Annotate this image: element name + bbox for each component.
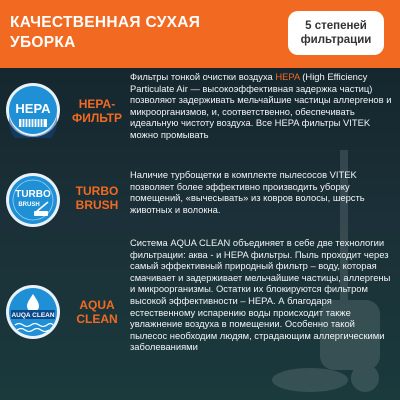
svg-text:BRUSH: BRUSH xyxy=(18,202,40,208)
svg-text:HEPA: HEPA xyxy=(15,101,51,116)
header-banner xyxy=(0,0,400,68)
aqua-clean-icon xyxy=(5,284,61,340)
svg-text:AUQA CLEAN: AUQA CLEAN xyxy=(11,312,55,319)
turbo-brush-section xyxy=(0,168,400,236)
hepa-section xyxy=(0,70,400,170)
svg-text:TURBO: TURBO xyxy=(15,189,51,200)
badge-line-2: фильтрации xyxy=(300,34,372,46)
page-title xyxy=(10,13,270,53)
aqua-clean-description: Система AQUA CLEAN объединяет в себе две технологии фильтрации: аква - и HEPA фильтры. Пыль проходит через самый эффективный природный фильтр – воду, которая смачивает и задерживает мельчайшие частицы, аллергены и микроорганизмы. Остатки их блокируются фильтром высокой эффективности – HEPA. А благодаря естественному испарению воды происходит также увлажнение воздуха в помещении. Особенно такой пылесос необходим людям, страдающим аллергическими заболеваниями xyxy=(130,237,391,353)
turbo-brush-name xyxy=(66,184,128,212)
aqua-clean-name-line-1: AQUA xyxy=(79,298,115,312)
hepa-name-line-2: ФИЛЬТР xyxy=(71,111,123,125)
aqua-clean-name xyxy=(66,298,128,326)
filtration-stages-badge xyxy=(288,11,384,55)
aqua-clean-name-line-2: CLEAN xyxy=(76,312,118,326)
turbo-brush-description: Наличие турбощетки в комплекте пылесосов VITEK позволяет более эффективно производить уборку помещений, «вычесывать» из ковров волосы, шерсть животных и волокна. xyxy=(130,169,365,215)
title-line-1: КАЧЕСТВЕННАЯ СУХАЯ xyxy=(10,14,201,31)
hepa-icon xyxy=(5,82,61,138)
turbo-brush-icon xyxy=(5,172,61,228)
hepa-description: Фильтры тонкой очистки воздуха HEPA (High Efficiency Particulate Air — высокоэффективная задержка частиц) позволяют задерживать мельчайшие частицы аллергенов и микроорганизмов, и, соответственно, обеспечивать идеальную чистоту воздуха. Все HEPA фильтры VITEK можно промывать xyxy=(130,71,392,140)
hepa-name xyxy=(66,97,128,125)
turbo-brush-name-line-1: TURBO xyxy=(75,184,119,198)
aqua-clean-section xyxy=(0,236,400,400)
turbo-brush-name-line-2: BRUSH xyxy=(75,198,119,212)
hepa-name-line-1: HEPA- xyxy=(78,97,116,111)
badge-line-1: 5 степеней xyxy=(305,20,367,32)
hepa-highlight: HEPA xyxy=(275,71,300,82)
title-line-2: УБОРКА xyxy=(10,34,76,51)
